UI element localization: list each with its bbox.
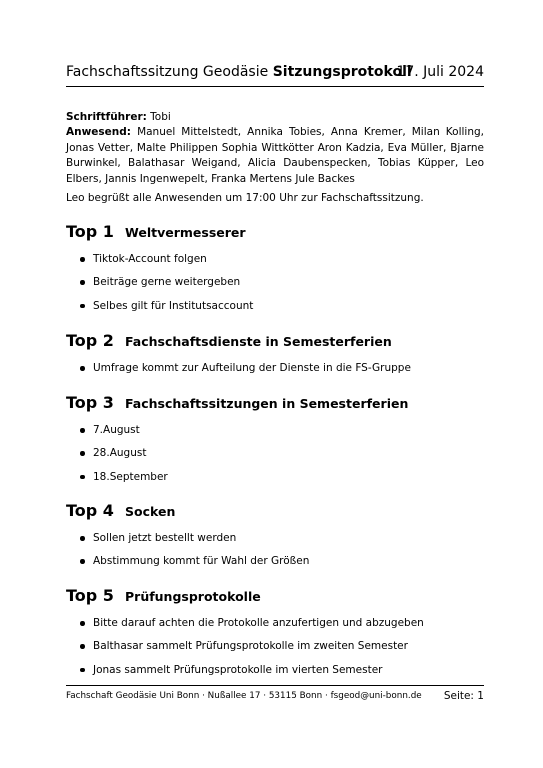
section-heading: [66, 331, 484, 353]
header-date: 17. Juli 2024: [396, 64, 484, 80]
section-heading: [66, 501, 484, 523]
anwesend-label: Anwesend:: [66, 126, 131, 139]
schriftfuehrer-line: [66, 110, 484, 125]
page-footer: [66, 685, 484, 702]
page-header: [66, 64, 484, 87]
section-title: Fachschaftsdienste in Semesterferien: [125, 334, 392, 349]
section-items: [66, 531, 484, 578]
list-item: Tiktok-Account folgen: [66, 252, 484, 275]
schriftfuehrer-value: Tobi: [150, 111, 171, 123]
list-item: 28.August: [66, 446, 484, 469]
section-title: Prüfungsprotokolle: [125, 589, 261, 604]
list-item: Abstimmung kommt für Wahl der Größen: [66, 554, 484, 577]
section-number: Top 2: [66, 331, 114, 350]
footer-address: Fachschaft Geodäsie Uni Bonn · Nußallee 17 · 53115 Bonn · fsgeod@uni-bonn.de: [66, 691, 422, 701]
intro-text: Leo begrüßt alle Anwesenden um 17:00 Uhr zur Fachschaftssitzung.: [66, 192, 424, 204]
section-heading: [66, 393, 484, 415]
schriftfuehrer-label: Schriftführer:: [66, 111, 147, 123]
list-item: Bitte darauf achten die Protokolle anzufertigen und abzugeben: [66, 616, 484, 639]
section-items: [66, 252, 484, 322]
anwesend-line: [66, 125, 484, 187]
section-items: [66, 616, 484, 686]
section-number: Top 5: [66, 586, 114, 605]
list-item: Balthasar sammelt Prüfungsprotokolle im zweiten Semester: [66, 639, 484, 662]
list-item: Sollen jetzt bestellt werden: [66, 531, 484, 554]
list-item: Beiträge gerne weitergeben: [66, 275, 484, 298]
section-number: Top 3: [66, 393, 114, 412]
section-title: Fachschaftssitzungen in Semesterferien: [125, 396, 409, 411]
list-item: 7.August: [66, 423, 484, 446]
header-title: [66, 64, 412, 80]
section-number: Top 1: [66, 222, 114, 241]
section-title: Weltvermesserer: [125, 225, 246, 240]
list-item: Jonas sammelt Prüfungsprotokolle im vierten Semester: [66, 663, 484, 686]
section-top-1: [66, 222, 484, 322]
section-title: Socken: [125, 504, 176, 519]
list-item: 18.September: [66, 470, 484, 493]
section-items: [66, 423, 484, 493]
section-items: [66, 361, 484, 384]
meta-block: [66, 110, 484, 187]
section-heading: [66, 222, 484, 244]
list-item: Umfrage kommt zur Aufteilung der Dienste in die FS-Gruppe: [66, 361, 484, 384]
header-title-text: Fachschaftssitzung Geodäsie: [66, 64, 269, 80]
section-top-2: [66, 331, 484, 384]
section-top-4: [66, 501, 484, 578]
section-heading: [66, 586, 484, 608]
section-top-5: [66, 586, 484, 686]
list-item: Selbes gilt für Institutsaccount: [66, 299, 484, 322]
section-number: Top 4: [66, 501, 114, 520]
header-title-bold: Sitzungsprotokoll: [272, 64, 412, 80]
footer-page-number: Seite: 1: [443, 690, 484, 702]
section-top-3: [66, 393, 484, 493]
anwesend-value: Manuel Mittelstedt, Annika Tobies, Anna Kremer, Milan Kolling, Jonas Vetter, Malte Philippen Sophia Wittkötter Aron Kadzia, Eva Müller, Bjarne Burwinkel, Balathasar Weigand, Alicia Daubenspecken, Tobias Küpper, Leo Elbers, Jannis Ingenwepelt, Franka Mertens Jule Backes: [66, 126, 484, 185]
